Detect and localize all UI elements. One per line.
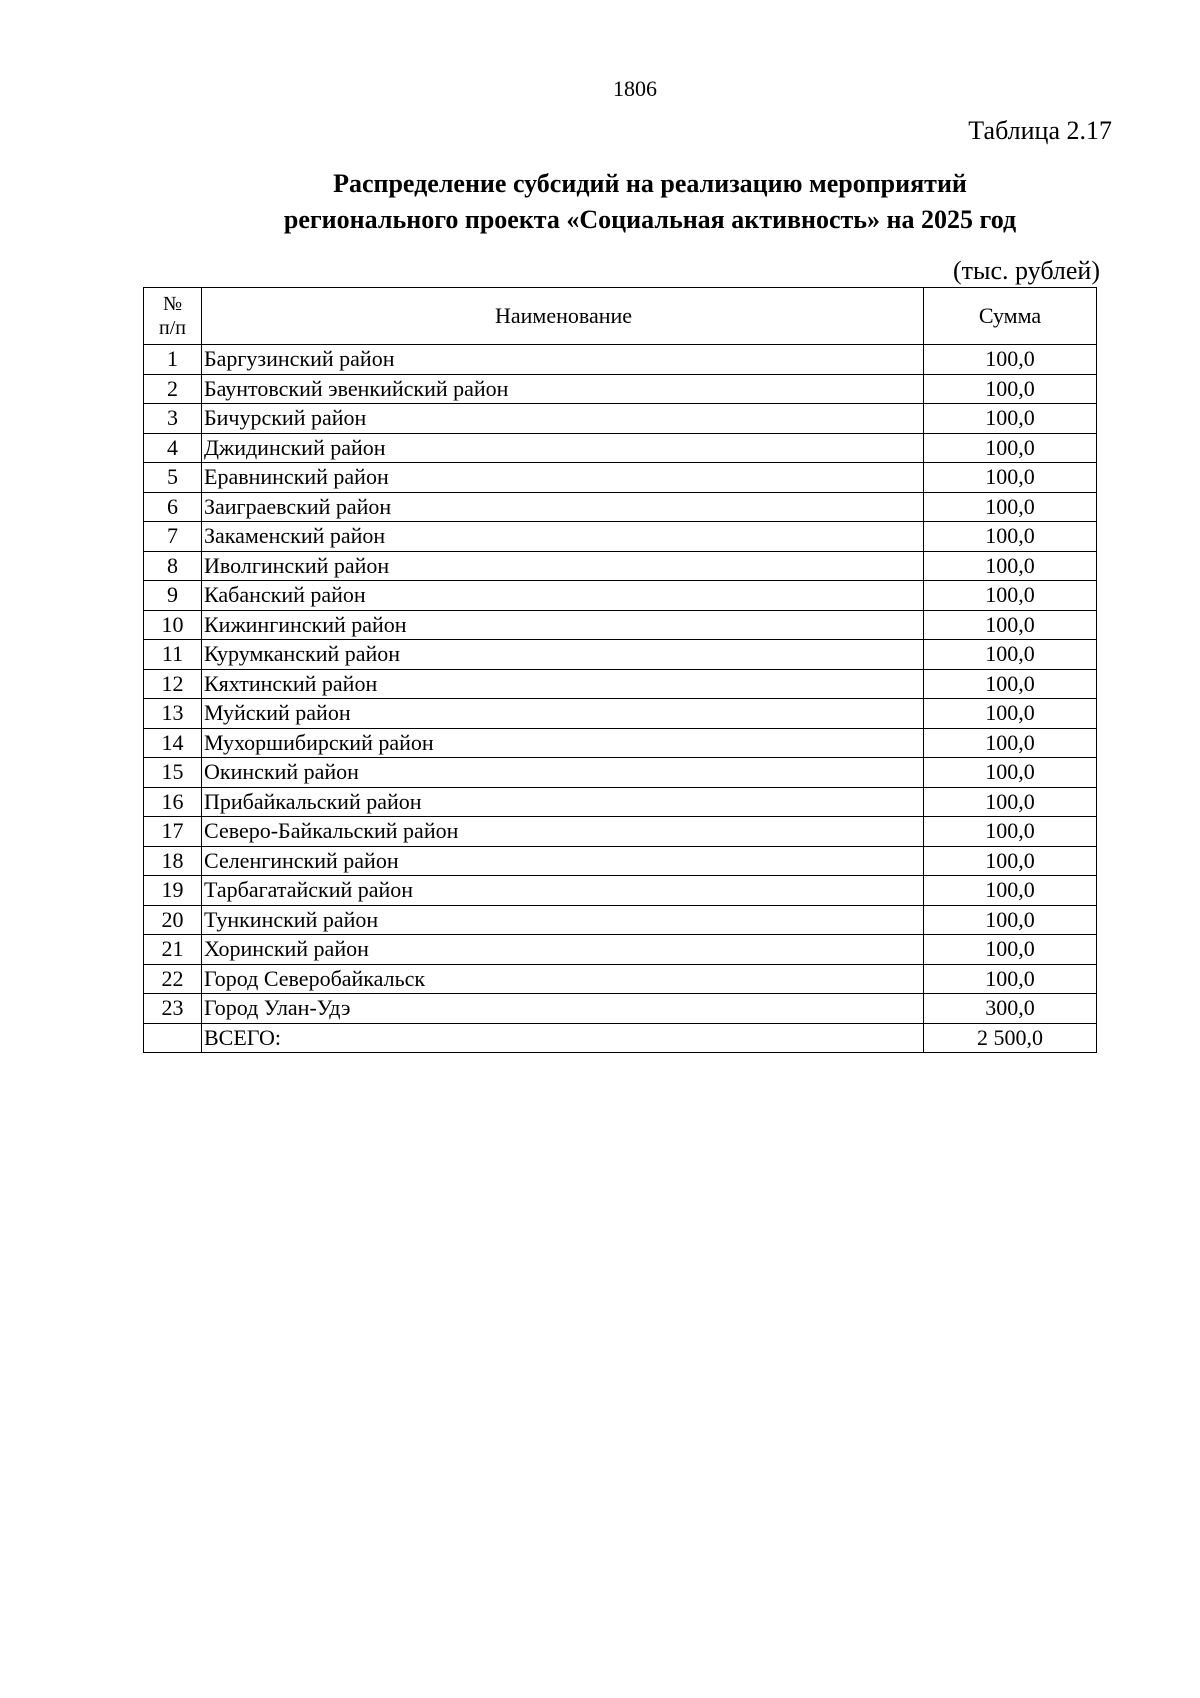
row-name: Кижингинский район [202, 610, 924, 640]
row-name: Кяхтинский район [202, 669, 924, 699]
row-num: 5 [144, 463, 202, 493]
row-sum: 100,0 [924, 787, 1097, 817]
row-name: Город Улан-Удэ [202, 994, 924, 1024]
row-num: 20 [144, 905, 202, 935]
table-row [144, 728, 1097, 758]
row-sum: 100,0 [924, 463, 1097, 493]
row-num: 22 [144, 964, 202, 994]
title-line-2: регионального проекта «Социальная активность» на 2025 год [283, 205, 1017, 234]
row-sum: 100,0 [924, 374, 1097, 404]
row-num: 7 [144, 522, 202, 552]
header-num-line2: п/п [159, 317, 186, 339]
row-sum: 100,0 [924, 433, 1097, 463]
row-name: Баргузинский район [202, 345, 924, 375]
page-number: 1806 [613, 76, 657, 101]
table-row [144, 551, 1097, 581]
row-name: Курумканский район [202, 640, 924, 670]
header-num-line1: № [162, 293, 183, 315]
table-row [144, 492, 1097, 522]
row-name: Хоринский район [202, 935, 924, 965]
row-num: 18 [144, 846, 202, 876]
row-name: Тарбагатайский район [202, 876, 924, 906]
row-num: 9 [144, 581, 202, 611]
row-num: 21 [144, 935, 202, 965]
table-row [144, 935, 1097, 965]
table-row [144, 669, 1097, 699]
row-name: Муйский район [202, 699, 924, 729]
row-num: 4 [144, 433, 202, 463]
row-sum: 100,0 [924, 964, 1097, 994]
table-row [144, 433, 1097, 463]
table-row [144, 640, 1097, 670]
table-row [144, 964, 1097, 994]
table-label: Таблица 2.17 [968, 116, 1112, 145]
row-sum: 100,0 [924, 905, 1097, 935]
table-row [144, 522, 1097, 552]
row-num: 13 [144, 699, 202, 729]
row-name: Мухоршибирский район [202, 728, 924, 758]
row-sum: 100,0 [924, 817, 1097, 847]
table-total-row [144, 1023, 1097, 1053]
table-row [144, 876, 1097, 906]
row-sum: 100,0 [924, 758, 1097, 788]
row-name: Тункинский район [202, 905, 924, 935]
row-num: 2 [144, 374, 202, 404]
row-sum: 100,0 [924, 669, 1097, 699]
row-num: 6 [144, 492, 202, 522]
row-sum: 100,0 [924, 610, 1097, 640]
row-sum: 100,0 [924, 699, 1097, 729]
table-row [144, 787, 1097, 817]
row-num: 11 [144, 640, 202, 670]
row-name: Еравнинский район [202, 463, 924, 493]
row-name: Баунтовский эвенкийский район [202, 374, 924, 404]
table-row [144, 345, 1097, 375]
row-name: Прибайкальский район [202, 787, 924, 817]
row-sum: 100,0 [924, 876, 1097, 906]
units-label: (тыс. рублей) [952, 256, 1100, 285]
row-sum: 300,0 [924, 994, 1097, 1024]
row-num: 1 [144, 345, 202, 375]
row-name: Закаменский район [202, 522, 924, 552]
total-name: ВСЕГО: [202, 1023, 924, 1053]
row-num: 12 [144, 669, 202, 699]
table-row [144, 699, 1097, 729]
row-sum: 100,0 [924, 846, 1097, 876]
row-num: 8 [144, 551, 202, 581]
total-num [144, 1023, 202, 1053]
row-num: 3 [144, 404, 202, 434]
row-num: 10 [144, 610, 202, 640]
table-row [144, 758, 1097, 788]
table-row [144, 817, 1097, 847]
table-row [144, 463, 1097, 493]
row-name: Кабанский район [202, 581, 924, 611]
row-sum: 100,0 [924, 551, 1097, 581]
table-row [144, 404, 1097, 434]
row-sum: 100,0 [924, 522, 1097, 552]
row-sum: 100,0 [924, 640, 1097, 670]
row-num: 15 [144, 758, 202, 788]
row-sum: 100,0 [924, 935, 1097, 965]
row-sum: 100,0 [924, 581, 1097, 611]
title-line-1: Распределение субсидий на реализацию мероприятий [333, 169, 967, 198]
table-row [144, 994, 1097, 1024]
subsidy-table [143, 287, 1097, 1053]
row-name: Город Северобайкальск [202, 964, 924, 994]
row-sum: 100,0 [924, 345, 1097, 375]
row-num: 23 [144, 994, 202, 1024]
header-sum: Сумма [924, 288, 1097, 345]
table-header-row [144, 288, 1097, 345]
header-name: Наименование [202, 288, 924, 345]
row-sum: 100,0 [924, 492, 1097, 522]
row-num: 17 [144, 817, 202, 847]
row-num: 16 [144, 787, 202, 817]
table-body [144, 345, 1097, 1053]
table-row [144, 846, 1097, 876]
document-title [140, 166, 1160, 238]
table-row [144, 905, 1097, 935]
total-sum: 2 500,0 [924, 1023, 1097, 1053]
table-row [144, 374, 1097, 404]
row-name: Окинский район [202, 758, 924, 788]
row-sum: 100,0 [924, 404, 1097, 434]
row-num: 19 [144, 876, 202, 906]
table-row [144, 610, 1097, 640]
row-name: Селенгинский район [202, 846, 924, 876]
header-num [144, 288, 202, 345]
row-num: 14 [144, 728, 202, 758]
row-sum: 100,0 [924, 728, 1097, 758]
row-name: Северо-Байкальский район [202, 817, 924, 847]
row-name: Бичурский район [202, 404, 924, 434]
row-name: Иволгинский район [202, 551, 924, 581]
row-name: Джидинский район [202, 433, 924, 463]
row-name: Заиграевский район [202, 492, 924, 522]
table-row [144, 581, 1097, 611]
